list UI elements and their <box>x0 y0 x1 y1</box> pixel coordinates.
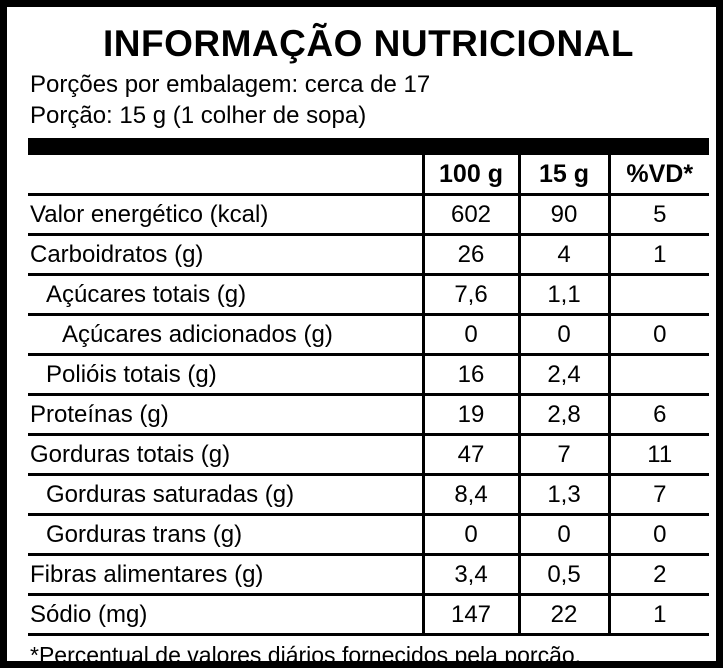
header-divider <box>28 138 709 155</box>
nutrient-per-100g: 147 <box>423 595 519 635</box>
table-row <box>28 595 709 635</box>
nutrient-per-100g: 3,4 <box>423 555 519 595</box>
nutrient-vd: 5 <box>609 195 709 235</box>
nutrient-vd: 1 <box>609 235 709 275</box>
nutrient-per-100g: 8,4 <box>423 475 519 515</box>
nutrient-name: Polióis totais (g) <box>28 355 423 395</box>
nutrient-per-100g: 16 <box>423 355 519 395</box>
nutrient-per-serving: 90 <box>519 195 609 235</box>
table-row <box>28 315 709 355</box>
nutrition-label-inner <box>14 14 723 668</box>
nutrient-vd <box>609 355 709 395</box>
nutrient-per-serving: 0 <box>519 315 609 355</box>
table-row <box>28 195 709 235</box>
nutrient-name: Valor energético (kcal) <box>28 195 423 235</box>
footnote: *Percentual de valores diários fornecidos pela porção. <box>30 642 582 668</box>
nutrient-per-100g: 0 <box>423 515 519 555</box>
serving-size: Porção: 15 g (1 colher de sopa) <box>30 102 367 129</box>
nutrient-per-100g: 0 <box>423 315 519 355</box>
nutrient-name: Fibras alimentares (g) <box>28 555 423 595</box>
nutrient-name: Açúcares totais (g) <box>28 275 423 315</box>
table-row <box>28 355 709 395</box>
nutrient-per-100g: 7,6 <box>423 275 519 315</box>
nutrient-name: Gorduras saturadas (g) <box>28 475 423 515</box>
table-row <box>28 475 709 515</box>
nutrition-table <box>28 155 709 636</box>
table-row <box>28 395 709 435</box>
nutrient-per-serving: 2,8 <box>519 395 609 435</box>
table-row <box>28 275 709 315</box>
table-row <box>28 555 709 595</box>
nutrient-per-serving: 1,3 <box>519 475 609 515</box>
nutrient-per-serving: 0 <box>519 515 609 555</box>
nutrient-vd: 2 <box>609 555 709 595</box>
nutrient-vd: 11 <box>609 435 709 475</box>
servings-per-package: Porções por embalagem: cerca de 17 <box>30 71 431 98</box>
nutrient-per-serving: 4 <box>519 235 609 275</box>
column-header-per-serving: 15 g <box>519 155 609 195</box>
nutrient-per-100g: 19 <box>423 395 519 435</box>
nutrient-per-serving: 0,5 <box>519 555 609 595</box>
nutrient-name: Sódio (mg) <box>28 595 423 635</box>
nutrient-per-serving: 1,1 <box>519 275 609 315</box>
nutrient-per-100g: 26 <box>423 235 519 275</box>
nutrient-per-100g: 47 <box>423 435 519 475</box>
table-row <box>28 235 709 275</box>
table-row <box>28 435 709 475</box>
nutrient-vd: 0 <box>609 515 709 555</box>
nutrient-name: Gorduras totais (g) <box>28 435 423 475</box>
nutrient-per-serving: 2,4 <box>519 355 609 395</box>
nutrient-name: Gorduras trans (g) <box>28 515 423 555</box>
table-row <box>28 515 709 555</box>
column-header-per-100g: 100 g <box>423 155 519 195</box>
nutrient-vd: 1 <box>609 595 709 635</box>
nutrient-per-serving: 22 <box>519 595 609 635</box>
nutrient-vd: 7 <box>609 475 709 515</box>
nutrient-name: Carboidratos (g) <box>28 235 423 275</box>
page-title: INFORMAÇÃO NUTRICIONAL <box>102 23 634 64</box>
table-header-row <box>28 155 709 195</box>
nutrient-name: Proteínas (g) <box>28 395 423 435</box>
column-header-vd: %VD* <box>609 155 709 195</box>
nutrient-vd: 0 <box>609 315 709 355</box>
nutrient-per-serving: 7 <box>519 435 609 475</box>
nutrient-per-100g: 602 <box>423 195 519 235</box>
serving-info <box>28 69 709 131</box>
nutrient-name: Açúcares adicionados (g) <box>28 315 423 355</box>
nutrient-vd: 6 <box>609 395 709 435</box>
column-header-nutrient <box>28 155 423 195</box>
nutrient-vd <box>609 275 709 315</box>
